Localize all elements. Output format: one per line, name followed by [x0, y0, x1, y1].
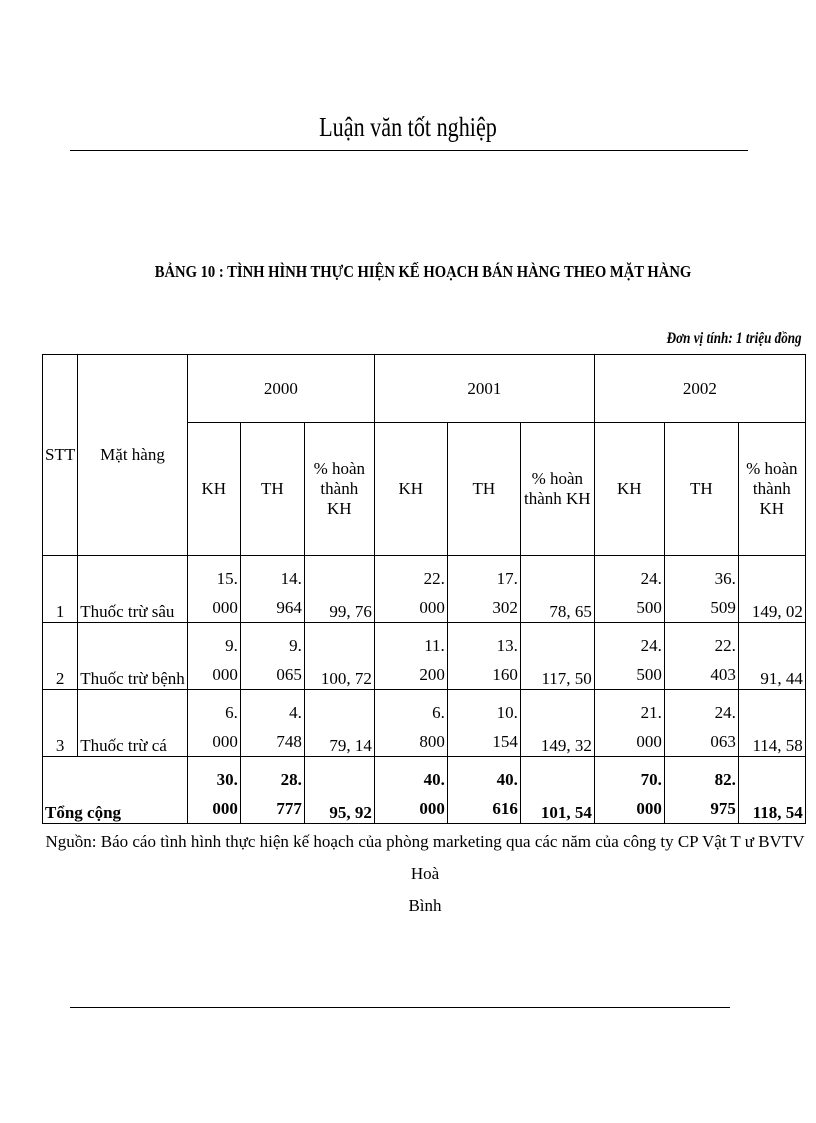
- row-item: Thuốc trừ sâu: [78, 556, 188, 623]
- cell-th: 82. 975: [664, 757, 738, 824]
- header-pct: % hoàn thành KH: [304, 423, 374, 556]
- row-stt: 1: [43, 556, 78, 623]
- cell-th: 13. 160: [447, 623, 520, 690]
- cell-th: 17. 302: [447, 556, 520, 623]
- cell-kh: 21. 000: [594, 690, 664, 757]
- header-rule: [70, 150, 748, 151]
- table-total-row: [43, 757, 806, 824]
- source-line-2: Bình: [408, 896, 442, 915]
- cell-th: 36. 509: [664, 556, 738, 623]
- total-label: Tổng cộng: [43, 757, 188, 824]
- cell-th: 14. 964: [240, 556, 304, 623]
- table-row: [43, 690, 806, 757]
- row-item: Thuốc trừ bệnh: [78, 623, 188, 690]
- cell-pct: 149, 32: [520, 690, 594, 757]
- cell-pct: 101, 54: [520, 757, 594, 824]
- header-item: Mặt hàng: [78, 355, 188, 556]
- header-stt: STT: [43, 355, 78, 556]
- cell-pct: 91, 44: [738, 623, 805, 690]
- footer-rule: [70, 1007, 730, 1008]
- header-year-2002: 2002: [594, 355, 805, 423]
- cell-kh: 6. 000: [187, 690, 240, 757]
- source-line-1: Nguồn: Báo cáo tình hình thực hiện kế hoạch của phòng marketing qua các năm của công ty CP Vật T ư BVTV Hoà: [45, 832, 805, 883]
- header-pct: % hoàn thành KH: [738, 423, 805, 556]
- header-year-2001: 2001: [374, 355, 594, 423]
- cell-th: 22. 403: [664, 623, 738, 690]
- cell-pct: 117, 50: [520, 623, 594, 690]
- page-header-title: Luận văn tốt nghiệp: [319, 112, 497, 142]
- cell-pct: 100, 72: [304, 623, 374, 690]
- unit-note: Đơn vị tính: 1 triệu đồng: [667, 330, 802, 347]
- header-th: TH: [240, 423, 304, 556]
- header-year-2000: 2000: [187, 355, 374, 423]
- cell-kh: 6. 800: [374, 690, 447, 757]
- cell-pct: 118, 54: [738, 757, 805, 824]
- cell-pct: 78, 65: [520, 556, 594, 623]
- cell-kh: 9. 000: [187, 623, 240, 690]
- cell-kh: 11. 200: [374, 623, 447, 690]
- table-row: [43, 623, 806, 690]
- row-item: Thuốc trừ cá: [78, 690, 188, 757]
- source-note: [40, 826, 810, 922]
- cell-th: 24. 063: [664, 690, 738, 757]
- cell-th: 10. 154: [447, 690, 520, 757]
- header-th: TH: [447, 423, 520, 556]
- table-title: BẢNG 10 : TÌNH HÌNH THỰC HIỆN KẾ HOẠCH BÁN HÀNG THEO MẶT HÀNG: [154, 262, 692, 281]
- cell-pct: 79, 14: [304, 690, 374, 757]
- cell-pct: 149, 02: [738, 556, 805, 623]
- cell-kh: 22. 000: [374, 556, 447, 623]
- cell-kh: 40. 000: [374, 757, 447, 824]
- cell-pct: 114, 58: [738, 690, 805, 757]
- header-th: TH: [664, 423, 738, 556]
- sales-plan-table: [42, 354, 806, 824]
- cell-kh: 24. 500: [594, 623, 664, 690]
- cell-th: 28. 777: [240, 757, 304, 824]
- table-row: [43, 556, 806, 623]
- row-stt: 3: [43, 690, 78, 757]
- header-kh: KH: [594, 423, 664, 556]
- row-stt: 2: [43, 623, 78, 690]
- cell-th: 4. 748: [240, 690, 304, 757]
- header-kh: KH: [374, 423, 447, 556]
- header-kh: KH: [187, 423, 240, 556]
- cell-kh: 30. 000: [187, 757, 240, 824]
- cell-kh: 70. 000: [594, 757, 664, 824]
- cell-pct: 99, 76: [304, 556, 374, 623]
- cell-kh: 15. 000: [187, 556, 240, 623]
- header-pct: % hoàn thành KH: [520, 423, 594, 556]
- cell-pct: 95, 92: [304, 757, 374, 824]
- cell-th: 40. 616: [447, 757, 520, 824]
- cell-kh: 24. 500: [594, 556, 664, 623]
- cell-th: 9. 065: [240, 623, 304, 690]
